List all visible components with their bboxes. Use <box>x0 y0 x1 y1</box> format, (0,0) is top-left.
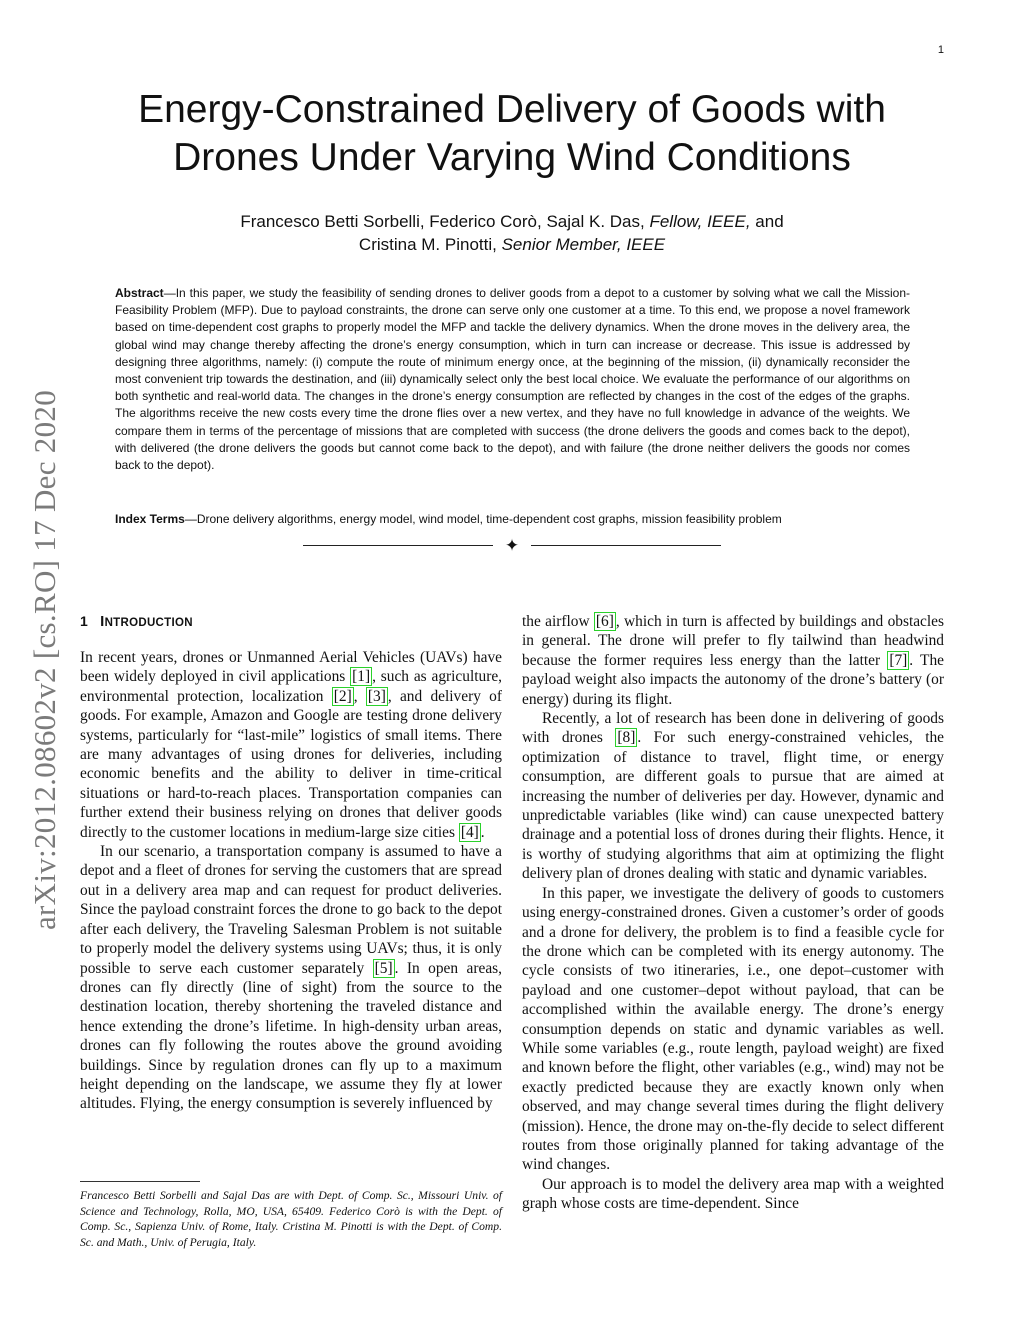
abstract-label: Abstract <box>115 286 164 300</box>
footnote-rule <box>80 1181 200 1182</box>
left-column <box>80 612 502 1114</box>
index-terms <box>115 511 910 528</box>
author-affiliation-footnote: Francesco Betti Sorbelli and Sajal Das are with Dept. of Comp. Sc., Missouri Univ. of Science and Technology, Rolla, MO, USA, 65409. Federico Corò is with the Dept. of Comp. Sc., Sapienza Univ. of Rome, Italy. Cristina M. Pinotti is with the Dept. of Comp. Sc. and Math., Univ. of Perugia, Italy. <box>80 1189 502 1249</box>
text-run: the airflow <box>522 613 594 630</box>
citation-link-5[interactable]: [5] <box>374 959 393 977</box>
author-role-2: Senior Member, IEEE <box>501 235 666 254</box>
abstract <box>115 285 910 474</box>
citation-link-3[interactable]: [3] <box>367 687 386 705</box>
arxiv-identifier-stamp: arXiv:2012.08602v2 [cs.RO] 17 Dec 2020 <box>27 389 62 931</box>
right-column <box>522 612 944 1214</box>
citation-link-4[interactable]: [4] <box>460 823 479 841</box>
section-heading-introduction <box>80 612 502 632</box>
divider-rule-right <box>531 545 721 546</box>
author-list <box>100 210 924 256</box>
intro-paragraph-4 <box>522 709 944 884</box>
intro-paragraph-5: In this paper, we investigate the delivery of goods to customers using energy-constrained drones. Given a customer’s order of goods and a drone for delivery, the problem is to find a feasible cycle for the drone which can be completed with its energy autonomy. The cycle consists of two itineraries, i.e., one depot–customer with payload and one customer–depot without payload, that can be accomplished within the available energy. The drone’s energy consumption depends on static and dynamic variables as well. While some variables (e.g., route length, payload weight) are fixed and known before the flight, other variables (e.g., wind) may not be exactly predicted because they are exactly known only when observed, and may change several times during the flight delivery (mission). Hence, the drone may on-the-fly decide to select different routes from those originally planned for taking advantage of the wind changes. <box>522 884 944 1174</box>
author-names-1: Francesco Betti Sorbelli, Federico Corò, Sajal K. Das, <box>240 212 645 231</box>
section-title-rest: NTRODUCTION <box>104 617 193 629</box>
text-run: In our scenario, a transportation company is assumed to have a depot and a fleet of drones for serving the customers that are spread out in a delivery area map and can request for product deliveries. Since the payload constraint forces the drone to go back to the depot after each delivery, the Traveling Salesman Problem is not suitable to properly model the delivery systems using UAVs; thus, it is only possible to serve each customer separately <box>80 843 502 977</box>
text-run: , <box>353 687 366 705</box>
citation-link-8[interactable]: [8] <box>617 729 636 747</box>
intro-paragraph-3 <box>522 612 944 709</box>
title-line-1: Energy-Constrained Delivery of Goods with <box>138 88 886 131</box>
intro-paragraph-6: Our approach is to model the delivery area map with a weighted graph whose costs are time-dependent. Since <box>522 1175 944 1213</box>
page-number: 1 <box>937 44 944 56</box>
index-terms-text: —Drone delivery algorithms, energy model, wind model, time-dependent cost graphs, mission feasibility problem <box>184 512 782 526</box>
intro-paragraph-1 <box>80 648 502 842</box>
abstract-text: —In this paper, we study the feasibility of sending drones to deliver goods from a depot to a customer by solving what we call the Mission-Feasibility Problem (MFP). Due to payload constraints, the drone can serve only one customer at a time. To this end, we propose a novel framework based on time-dependent cost graphs to properly model the MFP and tackle the delivery dynamics. When the drone moves in the delivery area, the global wind may change thereby affecting the drone’s energy consumption, which in turn can increase or decrease. This issue is addressed by designing three algorithms, namely: (i) compute the route of minimum energy once, at the beginning of the mission, (ii) dynamically reconsider the most convenient trip towards the destination, and (iii) dynamically select only the best local choice. We evaluate the performance of our algorithms on both synthetic and real-world data. The changes in the drone’s energy consumption are reflected by changes in the cost of the edges of the graphs. The algorithms receive the new costs every time the drone flies over a new vertex, and they have no full knowledge in advance of the weights. We compare them in terms of the percentage of missions that are completed with success (the drone delivers the goods and comes back to the depot), with delivered (the drone delivers the goods but cannot come back to the depot), and with failure (the drone neither delivers the goods nor comes back to the depot). <box>115 286 910 473</box>
citation-link-6[interactable]: [6] <box>595 613 614 630</box>
text-run: In recent years, drones or Unmanned Aerial Vehicles (UAVs) have been widely deployed in civil applications <box>80 649 502 686</box>
divider-diamond-icon: ✦ <box>504 536 520 555</box>
text-run: . <box>480 823 485 841</box>
author-line-2 <box>100 233 924 256</box>
citation-link-2[interactable]: [2] <box>333 687 352 705</box>
section-divider <box>303 536 721 556</box>
citation-link-1[interactable]: [1] <box>352 668 371 686</box>
index-terms-label: Index Terms <box>115 512 185 526</box>
author-conjunction: and <box>755 212 784 231</box>
author-names-2: Cristina M. Pinotti, <box>358 235 497 254</box>
text-run: , which in turn is affected by buildings and obstacles in general. The drone will prefer to fly tailwind than headwind because the former requires less energy than the latter <box>522 613 944 669</box>
intro-paragraph-2 <box>80 842 502 1114</box>
text-run: . In open areas, drones can fly directly (line of sight) from the source to the destination location, thereby shortening the traveled distance and hence extending the drone’s lifetime. In high-density urban areas, drones can fly following the routes above the ground avoiding buildings. Since by regulation drones can fly up to a maximum height depending on the landscape, we assume they fly at lower altitudes. Flying, the energy consumption is severely influenced by <box>80 959 502 1113</box>
section-title-initial: I <box>100 613 105 630</box>
text-run: . The payload weight also impacts the autonomy of the drone’s battery (or energy) during its flight. <box>522 651 944 708</box>
paper-title <box>100 86 924 182</box>
text-run: , and delivery of goods. For example, Amazon and Google are testing drone delivery systems, particularly for “last-mile” logistics of small items. There are many advantages of using drones for deliveries, including economic benefits and the ability to deliver in time-critical situations or hard-to-reach places. Transportation companies can further extend their business relying on drones that deliver goods directly to the customer locations in medium-large size cities <box>80 687 502 841</box>
text-run: Recently, a lot of research has been done in delivering of goods with drones <box>522 710 944 747</box>
text-run: , such as agriculture, environmental protection, localization <box>80 668 502 705</box>
text-run: . For such energy-constrained vehicles, the optimization of distance to travel, flight time, or energy consumption, are different goals to pursue that are aimed at increasing the number of deliveries per day. However, dynamic and unpredictable variables (like wind) can cause unexpected battery drainage and a potential loss of drones during their flights. Hence, it is worthy of studying algorithms that aim at optimizing the flight delivery plan of drones dealing with static and dynamic variables. <box>522 729 944 883</box>
author-role-1: Fellow, IEEE, <box>649 212 751 231</box>
section-number: 1 <box>80 613 89 629</box>
title-line-2: Drones Under Varying Wind Conditions <box>173 136 851 179</box>
divider-rule-left <box>303 545 493 546</box>
citation-link-7[interactable]: [7] <box>889 651 908 669</box>
author-line-1 <box>100 210 924 233</box>
